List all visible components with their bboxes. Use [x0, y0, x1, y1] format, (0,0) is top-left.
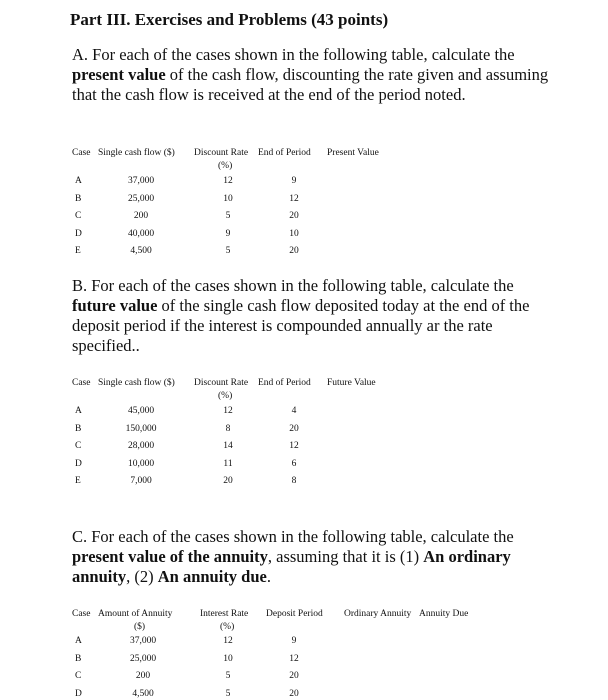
rate-cell: 5	[225, 211, 231, 221]
period-cell: 10	[289, 228, 299, 239]
text-run: of the cash flow, discounting the rate given and assuming that the cash flow is received at the end of the period noted.	[72, 65, 549, 104]
text-run: of the single cash flow deposited today at the end of the deposit period if the interest is compounded annually ar the rate specified..	[72, 296, 530, 355]
case-label: C	[75, 671, 82, 681]
case-label: D	[75, 458, 82, 469]
rate-cell: 20	[223, 476, 233, 486]
col-header-discount-rate: Discount Rate	[194, 148, 249, 158]
bold-text: An annuity due	[157, 567, 267, 586]
page-title: Part III. Exercises and Problems (43 points)	[70, 10, 389, 29]
cash-flow-cell: 40,000	[127, 228, 155, 239]
col-header-discount-rate: Discount Rate	[194, 378, 249, 388]
case-label: D	[75, 228, 82, 239]
col-header-amount-unit: ($)	[134, 622, 146, 632]
col-header-annuity-due: Annuity Due	[419, 609, 469, 619]
amount-cell: 4,500	[132, 688, 154, 699]
cash-flow-cell: 7,000	[130, 476, 152, 486]
rate-cell: 11	[223, 458, 233, 469]
bold-text: present value of the annuity	[72, 547, 268, 566]
period-cell: 12	[289, 441, 299, 451]
text-run: , (2)	[126, 567, 158, 586]
case-label: A	[75, 636, 82, 646]
text-run: , assuming that it is (1)	[267, 547, 424, 566]
col-header-case: Case	[72, 148, 91, 158]
amount-cell: 200	[135, 671, 151, 681]
amount-cell: 37,000	[129, 636, 157, 646]
amount-cell: 25,000	[129, 653, 157, 664]
part-a-instructions	[72, 45, 552, 105]
rate-cell: 5	[225, 246, 231, 256]
col-header-end-period: End of Period	[258, 378, 311, 388]
col-header-interest-rate: Interest Rate	[200, 609, 249, 619]
period-cell: 20	[289, 688, 299, 699]
rate-cell: 9	[225, 228, 231, 239]
rate-cell: 5	[225, 671, 231, 681]
cash-flow-cell: 4,500	[130, 246, 152, 256]
col-header-amount: Amount of Annuity	[98, 609, 173, 619]
period-cell: 4	[291, 406, 297, 416]
case-label: C	[75, 441, 82, 451]
cash-flow-cell: 28,000	[127, 441, 155, 451]
part-b-instructions	[72, 276, 552, 356]
period-cell: 20	[289, 211, 299, 221]
rate-cell: 8	[225, 423, 231, 434]
period-cell: 6	[291, 458, 297, 469]
col-header-case: Case	[72, 609, 91, 619]
cash-flow-cell: 45,000	[127, 406, 155, 416]
period-cell: 8	[291, 476, 297, 486]
period-cell: 12	[289, 193, 299, 204]
rate-cell: 14	[223, 441, 233, 451]
case-label: C	[75, 211, 82, 221]
rate-cell: 12	[223, 406, 233, 416]
rate-cell: 10	[223, 193, 233, 204]
rate-cell: 12	[223, 176, 233, 186]
cash-flow-cell: 25,000	[127, 193, 155, 204]
bold-text: An ordinary annuity	[72, 547, 511, 586]
cash-flow-cell: 150,000	[125, 423, 157, 434]
period-cell: 20	[289, 423, 299, 434]
text-run: B. For each of the cases shown in the following table, calculate the	[72, 276, 514, 295]
case-label: D	[75, 688, 82, 699]
case-label: B	[75, 193, 82, 204]
cash-flow-cell: 37,000	[127, 176, 155, 186]
case-label: A	[75, 176, 82, 186]
col-header-future-value: Future Value	[327, 378, 376, 388]
col-header-case: Case	[72, 378, 91, 388]
col-header-cash-flow: Single cash flow ($)	[98, 148, 175, 158]
part-c-instructions	[72, 527, 552, 587]
rate-cell: 10	[223, 653, 233, 664]
case-label: A	[75, 406, 82, 416]
bold-text: present value	[72, 65, 166, 84]
text-run: A. For each of the cases shown in the following table, calculate the	[72, 45, 515, 64]
period-cell: 9	[291, 176, 297, 186]
col-header-ordinary-annuity: Ordinary Annuity	[344, 609, 412, 619]
case-label: B	[75, 423, 82, 434]
col-header-rate-unit: (%)	[218, 161, 233, 171]
text-run: .	[266, 567, 271, 586]
cash-flow-cell: 10,000	[127, 458, 155, 469]
col-header-present-value: Present Value	[327, 148, 379, 158]
text-run: C. For each of the cases shown in the following table, calculate the	[72, 527, 514, 546]
period-cell: 12	[289, 653, 299, 664]
period-cell: 20	[289, 246, 299, 256]
col-header-cash-flow: Single cash flow ($)	[98, 378, 175, 388]
col-header-end-period: End of Period	[258, 148, 311, 158]
col-header-deposit-period: Deposit Period	[266, 609, 323, 619]
col-header-rate-unit: (%)	[218, 391, 233, 401]
col-header-rate-unit: (%)	[220, 622, 235, 632]
period-cell: 9	[291, 636, 297, 646]
case-label: E	[75, 476, 81, 486]
case-label: B	[75, 653, 82, 664]
period-cell: 20	[289, 671, 299, 681]
rate-cell: 12	[223, 636, 233, 646]
case-label: E	[75, 246, 81, 256]
cash-flow-cell: 200	[133, 211, 149, 221]
bold-text: future value	[72, 296, 158, 315]
rate-cell: 5	[225, 688, 231, 699]
